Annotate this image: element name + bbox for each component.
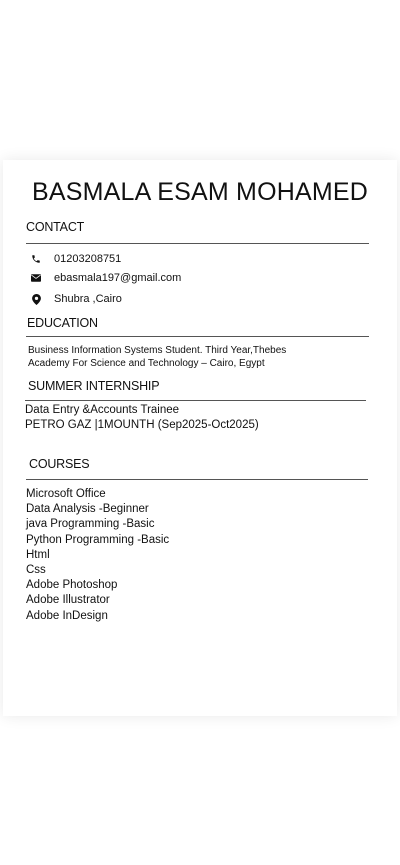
list-item: Microsoft Office xyxy=(26,488,106,500)
contact-heading: CONTACT xyxy=(26,220,85,234)
envelope-icon xyxy=(30,272,42,284)
courses-heading: COURSES xyxy=(29,457,90,471)
education-details xyxy=(28,344,328,370)
list-item: Python Programming -Basic xyxy=(26,533,170,546)
list-item: Adobe InDesign xyxy=(26,609,108,622)
internship-details xyxy=(25,403,259,433)
list-item: Adobe Illustrator xyxy=(26,594,110,607)
education-line-2: Academy For Science and Technology – Cairo, Egypt xyxy=(28,358,265,369)
contact-email-row xyxy=(30,270,181,286)
education-line-1: Business Information Systems Student. Third Year,Thebes xyxy=(28,345,287,356)
resume-name: BASMALA ESAM MOHAMED xyxy=(31,178,369,206)
contact-location-row xyxy=(30,291,122,307)
internship-company: PETRO GAZ |1MOUNTH (Sep2025-Oct2025) xyxy=(25,419,259,431)
list-item: Adobe Photoshop xyxy=(26,579,118,592)
location-pin-icon xyxy=(30,293,42,305)
contact-divider xyxy=(26,243,369,244)
education-heading: EDUCATION xyxy=(27,316,98,330)
phone-icon xyxy=(30,253,42,265)
resume-sheet xyxy=(3,160,397,716)
contact-phone: 01203208751 xyxy=(54,253,122,265)
contact-location: Shubra ,Cairo xyxy=(54,293,122,305)
list-item: Data Analysis -Beginner xyxy=(26,503,149,516)
internship-role: Data Entry &Accounts Trainee xyxy=(25,404,180,416)
internship-heading: SUMMER INTERNSHIP xyxy=(28,379,160,393)
contact-email: ebasmala197@gmail.com xyxy=(54,272,182,284)
list-item: Html xyxy=(26,548,50,561)
list-item: Css xyxy=(26,564,46,577)
education-divider xyxy=(26,336,369,337)
internship-divider xyxy=(25,400,366,401)
courses-divider xyxy=(26,479,368,480)
courses-list xyxy=(26,487,169,624)
list-item: java Programming -Basic xyxy=(26,518,155,531)
contact-phone-row xyxy=(30,251,121,267)
